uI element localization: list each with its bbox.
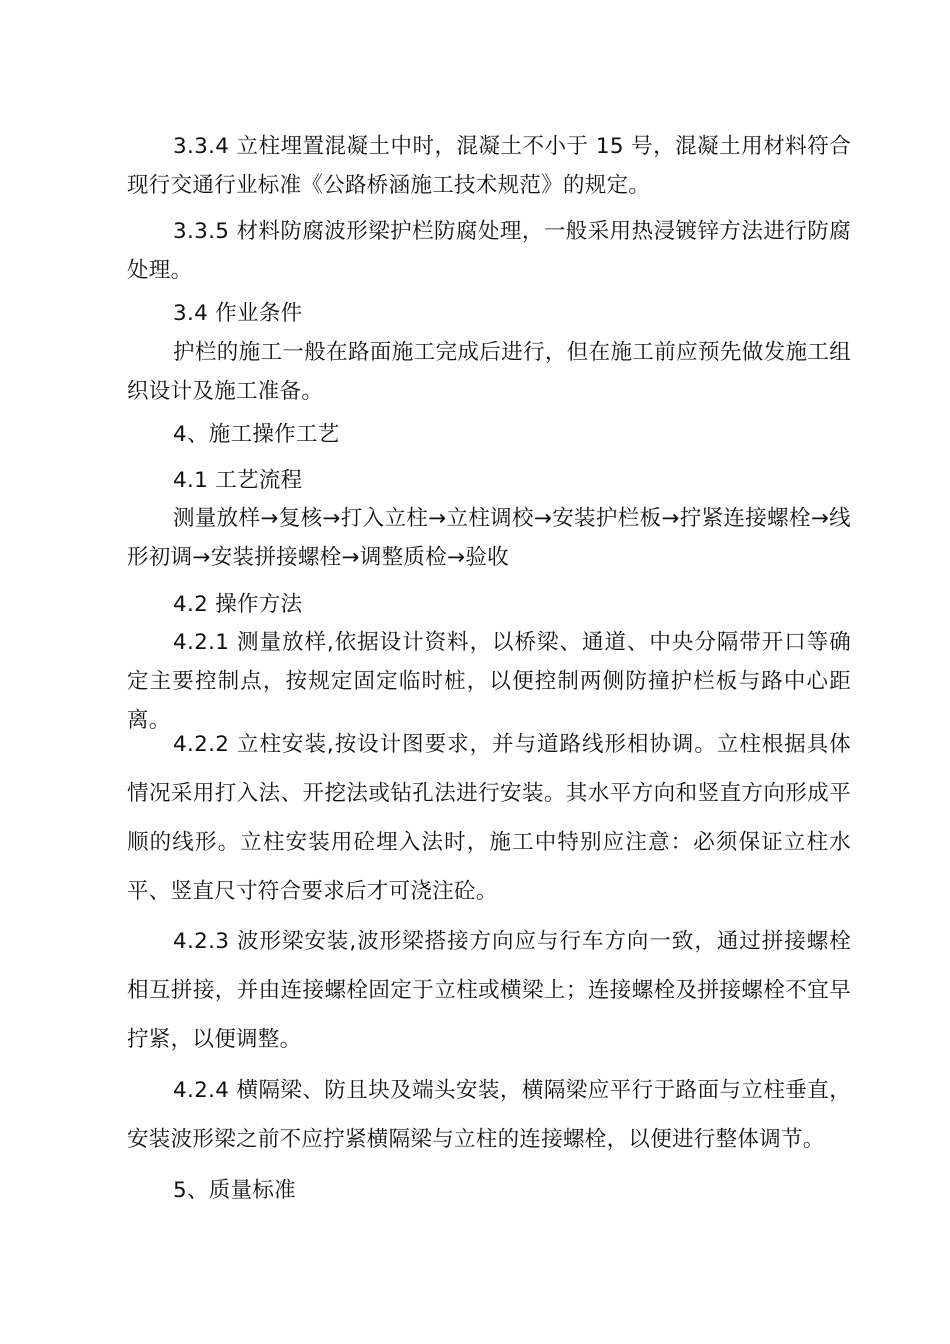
heading-5: 5、质量标准: [173, 1178, 296, 1203]
heading-4-1: 4.1 工艺流程: [173, 468, 303, 493]
paragraph-4-2-4: 4.2.4 横隔梁、防且块及端头安装，横隔梁应平行于路面与立柱垂直，安装波形梁之前不应拧紧横隔梁与立柱的连接螺栓，以便进行整体调节。: [127, 1078, 851, 1152]
heading-3-4: 3.4 作业条件: [173, 301, 303, 326]
paragraph-3-4-body: 护栏的施工一般在路面施工完成后进行，但在施工前应预先做发施工组织设计及施工准备。: [127, 340, 851, 404]
paragraph-3-3-4: 3.3.4 立柱埋置混凝土中时，混凝土不小于 15 号，混凝土用材料符合现行交通行业标准《公路桥涵施工技术规范》的规定。: [127, 134, 851, 198]
paragraph-4-2-2: 4.2.2 立柱安装,按设计图要求，并与道路线形相协调。立柱根据具体情况采用打入法、开挖法或钻孔法进行安装。其水平方向和竖直方向形成平顺的线形。立柱安装用砼埋入法时，施工中特别应注意：必须保证立柱水平、竖直尺寸符合要求后才可浇注砼。: [127, 732, 851, 904]
paragraph-4-2-1: 4.2.1 测量放样,依据设计资料，以桥梁、通道、中央分隔带开口等确定主要控制点，按规定固定临时桩，以便控制两侧防撞护栏板与路中心距离。: [127, 630, 851, 733]
paragraph-process-flow: 测量放样→复核→打入立柱→立柱调校→安装护栏板→拧紧连接螺栓→线形初调→安装拼接螺栓→调整质检→验收: [127, 506, 851, 570]
heading-4-2: 4.2 操作方法: [173, 592, 303, 617]
paragraph-4-2-3: 4.2.3 波形梁安装,波形梁搭接方向应与行车方向一致，通过拼接螺栓相互拼接，并由连接螺栓固定于立柱或横梁上；连接螺栓及拼接螺栓不宜早拧紧，以便调整。: [127, 929, 851, 1052]
paragraph-3-3-5: 3.3.5 材料防腐波形梁护栏防腐处理，一般采用热浸镀锌方法进行防腐处理。: [127, 219, 851, 283]
heading-4: 4、施工操作工艺: [173, 422, 340, 447]
